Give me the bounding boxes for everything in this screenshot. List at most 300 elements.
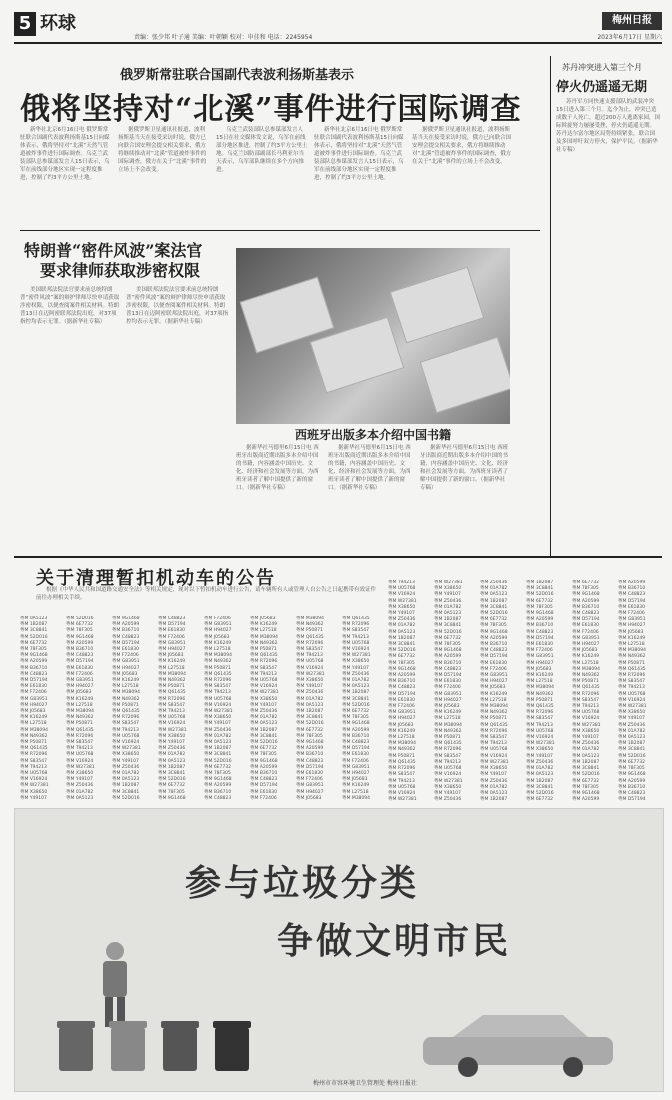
plate-column (250, 616, 294, 802)
plate-entry: 粤M 1B2087 (204, 746, 232, 752)
ad-slogan-line2: 争做文明市民 (277, 920, 512, 962)
plate-entry: 粤M D57194 (388, 691, 416, 697)
plate-entry: 粤M C48823 (618, 592, 646, 598)
plate-entry: 粤M 52D016 (388, 648, 416, 654)
plate-entry: 粤M U05768 (388, 784, 416, 790)
lead-kicker: 俄罗斯常驻联合国副代表波利扬斯基表示 (120, 68, 355, 83)
plate-entry: 粤M 9G1468 (112, 616, 140, 621)
plate-entry: 粤M U05768 (480, 747, 508, 753)
plate-entry: 粤M P50871 (572, 679, 599, 685)
plate-entry: 粤M W27381 (480, 759, 509, 765)
plate-entry: 粤M 01A782 (434, 604, 462, 610)
plate-entry: 粤M T94213 (526, 722, 553, 728)
plate-entry: 粤M T94213 (112, 727, 139, 733)
plate-entry: 粤M F72406 (618, 611, 645, 617)
plate-entry: 粤M G83951 (526, 654, 554, 660)
plate-entry: 粤M B36710 (204, 789, 232, 795)
plate-entry: 粤M X38650 (20, 789, 48, 795)
plate-entry: 粤M E61830 (20, 684, 47, 690)
plate-entry: 粤M B36710 (388, 679, 416, 685)
plate-entry: 粤M R72096 (388, 766, 416, 772)
plate-entry: 粤M H94027 (434, 697, 462, 703)
plate-entry: 粤M R72096 (572, 691, 600, 697)
plate-entry: 粤M C48823 (158, 616, 186, 621)
plate-entry: 粤M C48823 (388, 685, 416, 691)
plate-entry: 粤M F72406 (20, 690, 47, 696)
plate-entry: 粤M N49362 (388, 747, 416, 753)
plate-entry: 粤M Z50436 (158, 746, 186, 752)
plate-entry: 粤M R72096 (434, 747, 462, 753)
plate-entry: 粤M F72406 (342, 758, 369, 764)
plate-entry: 粤M 78F305 (572, 586, 599, 592)
plate-column (480, 580, 524, 804)
plate-entry: 粤M S83547 (618, 679, 645, 685)
plate-entry: 粤M 0A5123 (250, 721, 278, 727)
plate-entry: 粤M 1B2087 (526, 580, 554, 585)
plate-entry: 粤M M38094 (204, 653, 233, 659)
plate-entry: 粤M W27381 (388, 598, 417, 604)
garbage-sorting-ad (14, 808, 664, 1092)
plate-entry: 粤M J05683 (250, 616, 276, 621)
plate-entry: 粤M 6E7732 (526, 797, 553, 803)
plate-entry: 粤M T94213 (250, 671, 277, 677)
ad-sponsor: 梅州市市容环境卫生管理处 梅州日报社 (313, 1080, 417, 1087)
plate-entry: 粤M T94213 (158, 709, 185, 715)
plate-entry: 粤M Y49107 (112, 758, 139, 764)
plate-entry: 粤M Q61435 (572, 685, 600, 691)
plate-entry: 粤M M38094 (66, 709, 95, 715)
plate-entry: 粤M K16249 (526, 673, 554, 679)
plate-entry: 粤M D57194 (66, 659, 94, 665)
plate-entry: 粤M B36710 (296, 752, 324, 758)
plate-entry: 粤M P50871 (20, 740, 47, 746)
page-header (14, 10, 662, 44)
plate-entry: 粤M S83547 (204, 684, 231, 690)
plate-entry: 粤M 9G1468 (296, 740, 324, 746)
plate-entry: 粤M J05683 (66, 690, 92, 696)
plate-entry: 粤M L27518 (158, 665, 185, 671)
plate-entry: 粤M U05768 (342, 640, 370, 646)
plate-entry: 粤M W27381 (526, 741, 555, 747)
plate-entry: 粤M M38094 (250, 634, 279, 640)
plate-entry: 粤M Q61435 (434, 741, 462, 747)
plate-entry: 粤M 78F305 (66, 628, 93, 634)
plate-entry: 粤M C48823 (250, 777, 278, 783)
plate-entry: 粤M X38650 (618, 710, 646, 716)
plate-entry: 粤M S83547 (572, 697, 599, 703)
plate-entry: 粤M X38650 (250, 696, 278, 702)
plate-column (20, 616, 64, 802)
plate-entry: 粤M 0A5123 (66, 795, 94, 801)
plate-entry: 粤M 9G1468 (434, 648, 462, 654)
plate-entry: 粤M 9G1468 (342, 721, 370, 727)
plate-entry: 粤M E61830 (250, 789, 277, 795)
plate-entry: 粤M F72406 (572, 629, 599, 635)
plate-entry: 粤M P50871 (158, 684, 185, 690)
lead-body-col2: 据俄罗斯卫星通讯社报道，波利扬斯基当天在接受采访时说，俄方已向联合国安理会提交相关要求，俄方将继续推动对“北溪”管道被炸事件的国际调查，俄方在关于“北溪”事件的立场上不会改变。 (118, 127, 207, 173)
plate-entry: 粤M Y49107 (20, 795, 47, 801)
plate-entry: 粤M G83951 (434, 691, 462, 697)
plate-entry: 粤M L27518 (526, 679, 553, 685)
plate-entry: 粤M M38094 (388, 741, 417, 747)
plate-entry: 粤M V16924 (480, 753, 508, 759)
plate-entry: 粤M C48823 (434, 666, 462, 672)
section-title: 环球 (40, 13, 76, 34)
plate-entry: 粤M 6E7732 (296, 727, 323, 733)
plate-entry: 粤M G83951 (388, 710, 416, 716)
plate-entry: 粤M N49362 (204, 659, 232, 665)
plate-entry: 粤M X38650 (434, 784, 462, 790)
plate-entry: 粤M Q61435 (296, 634, 324, 640)
plate-entry: 粤M D57194 (526, 635, 554, 641)
plate-entry: 粤M E61830 (66, 665, 93, 671)
plate-entry: 粤M Y49107 (158, 740, 185, 746)
books-photo (236, 248, 510, 424)
plate-entry: 粤M J05683 (434, 704, 460, 710)
plate-entry: 粤M 52D016 (204, 758, 232, 764)
plate-list (20, 580, 660, 804)
plate-column (572, 580, 616, 804)
plate-entry: 粤M D57194 (618, 797, 646, 803)
plate-entry: 粤M S83547 (526, 716, 553, 722)
plate-entry: 粤M 6E7732 (480, 617, 507, 623)
plate-entry: 粤M V16924 (112, 740, 140, 746)
section-rule (20, 230, 540, 231)
plate-entry: 粤M 1B2087 (20, 622, 48, 628)
plate-entry: 粤M F72406 (158, 634, 185, 640)
plate-entry: 粤M F72406 (296, 777, 323, 783)
photo-body-col3: 据新华社马德里6月15日电 西班牙出版商近期出版多本介绍中国的书籍，内容涵盖中国历史、文化、经济和社会发展等方面，为西班牙读者了解中国提供了新的窗口。（据新华社专稿） (420, 445, 509, 491)
plate-entry: 粤M D57194 (20, 678, 48, 684)
plate-entry: 粤M N49362 (434, 728, 462, 734)
plate-entry: 粤M 0A5123 (618, 735, 646, 741)
plate-entry: 粤M C48823 (296, 758, 324, 764)
plate-entry: 粤M R72096 (20, 752, 48, 758)
plate-entry: 粤M J05683 (388, 722, 414, 728)
plate-entry: 粤M 52D016 (66, 616, 94, 621)
plate-entry: 粤M T94213 (572, 704, 599, 710)
plate-entry: 粤M C48823 (342, 740, 370, 746)
plate-entry: 粤M 6E7732 (250, 746, 277, 752)
column-divider (550, 56, 551, 556)
plate-entry: 粤M J05683 (296, 795, 322, 801)
plate-entry: 粤M T94213 (618, 685, 645, 691)
plate-entry: 粤M M38094 (526, 685, 555, 691)
plate-entry: 粤M A20599 (204, 783, 232, 789)
plate-entry: 粤M U05768 (158, 715, 186, 721)
plate-entry: 粤M U05768 (112, 733, 140, 739)
plate-entry: 粤M 01A782 (480, 784, 508, 790)
plate-entry: 粤M 9G1468 (20, 653, 48, 659)
plate-entry: 粤M Z50436 (296, 690, 324, 696)
plate-entry: 粤M H94027 (526, 660, 554, 666)
plate-entry: 粤M 78F305 (342, 715, 369, 721)
plate-entry: 粤M W27381 (342, 653, 371, 659)
second-headline-line2: 要求律师获取涉密权限 (40, 261, 201, 280)
recyclable-bin-icon (59, 1027, 93, 1071)
plate-entry: 粤M F72406 (204, 616, 231, 621)
plate-entry: 粤M 52D016 (20, 634, 48, 640)
plate-entry: 粤M D57194 (342, 746, 370, 752)
plate-entry: 粤M L27518 (66, 702, 93, 708)
plate-entry: 粤M J05683 (572, 648, 598, 654)
plate-entry: 粤M G83951 (342, 764, 370, 770)
plate-column (434, 580, 478, 804)
plate-entry: 粤M 6E7732 (434, 635, 461, 641)
plate-entry: 粤M L27518 (480, 697, 507, 703)
plate-entry: 粤M 3C8841 (480, 604, 508, 610)
plate-entry: 粤M L27518 (20, 721, 47, 727)
plate-entry: 粤M N49362 (572, 673, 600, 679)
plate-entry: 粤M E61830 (158, 628, 185, 634)
sidebar-kicker: 苏丹冲突进入第三个月 (562, 63, 642, 72)
lead-body-col3: 乌克兰武装部队总参谋部发言人15日在社交媒体发文说，乌军在前线部分地区推进，控制了约3平方公里土地。乌克兰国防部副部长马利亚尔当天表示，乌军部队继续在多个方向推进。 (216, 127, 308, 173)
plate-entry: 粤M 6E7732 (158, 783, 185, 789)
plate-entry: 粤M 6E7732 (526, 598, 553, 604)
plate-entry: 粤M H94027 (296, 789, 324, 795)
plate-entry: 粤M V16924 (434, 772, 462, 778)
plate-entry: 粤M A20599 (618, 580, 646, 585)
plate-entry: 粤M M38094 (158, 671, 187, 677)
issue-date: 2023年6月17日 星期六 (597, 34, 662, 41)
plate-entry: 粤M C48823 (572, 611, 600, 617)
plate-entry: 粤M 3C8841 (20, 628, 48, 634)
plate-entry: 粤M Y49107 (618, 716, 645, 722)
plate-entry: 粤M B36710 (526, 623, 554, 629)
plate-entry: 粤M L27518 (572, 660, 599, 666)
plate-entry: 粤M X38650 (342, 659, 370, 665)
plate-entry: 粤M 1B2087 (434, 617, 462, 623)
plate-entry: 粤M 9G1468 (480, 629, 508, 635)
plate-entry: 粤M D57194 (480, 654, 508, 660)
plate-entry: 粤M X38650 (480, 766, 508, 772)
plate-entry: 粤M V16924 (388, 790, 416, 796)
plate-entry: 粤M G83951 (66, 678, 94, 684)
plate-entry: 粤M N49362 (158, 678, 186, 684)
plate-entry: 粤M R72096 (250, 659, 278, 665)
plate-entry: 粤M F72406 (526, 648, 553, 654)
plate-entry: 粤M 01A782 (618, 728, 646, 734)
plate-entry: 粤M T94213 (342, 634, 369, 640)
plate-entry: 粤M 78F305 (250, 752, 277, 758)
plate-entry: 粤M F72406 (434, 685, 461, 691)
plate-entry: 粤M 1B2087 (296, 709, 324, 715)
plate-entry: 粤M C48823 (618, 790, 646, 796)
plate-entry: 粤M 78F305 (618, 766, 645, 772)
plate-entry: 粤M B36710 (618, 784, 646, 790)
plate-entry: 粤M K16249 (434, 710, 462, 716)
plate-entry: 粤M 3C8841 (158, 771, 186, 777)
plate-entry: 粤M L27518 (388, 735, 415, 741)
sidebar-headline: 停火仍遥遥无期 (556, 80, 648, 95)
plate-column (342, 616, 386, 802)
plate-entry: 粤M 1B2087 (250, 727, 278, 733)
plate-entry: 粤M N49362 (112, 696, 140, 702)
plate-entry: 粤M 9G1468 (618, 772, 646, 778)
plate-entry: 粤M E61830 (480, 660, 507, 666)
plate-entry: 粤M D57194 (296, 764, 324, 770)
plate-entry: 粤M S83547 (20, 758, 47, 764)
plate-entry: 粤M R72096 (526, 710, 554, 716)
plate-entry: 粤M S83547 (388, 772, 415, 778)
plate-entry: 粤M Y49107 (250, 702, 277, 708)
plate-entry: 粤M 0A5123 (480, 592, 508, 598)
plate-entry: 粤M 78F305 (204, 771, 231, 777)
plate-entry: 粤M P50871 (112, 702, 139, 708)
plate-entry: 粤M W27381 (158, 727, 187, 733)
plate-entry: 粤M H94027 (158, 647, 186, 653)
lead-body-col1: 新华社北京6月16日电 俄罗斯常驻联合国副代表波利扬斯基15日向媒体表示，俄将坚持对“北溪”天然气管道被炸事件进行国际调查。乌克兰武装部队总参谋部发言人15日表示，乌军在前线部分地区实现一定程度推进，控制了约3平方公里土地。 (20, 127, 110, 181)
plate-entry: 粤M K16249 (20, 715, 48, 721)
plate-entry: 粤M C48823 (204, 795, 232, 801)
plate-entry: 粤M V16924 (296, 665, 324, 671)
plate-entry: 粤M 52D016 (480, 611, 508, 617)
plate-entry: 粤M 3C8841 (342, 696, 370, 702)
plate-entry: 粤M Y49107 (342, 665, 369, 671)
plate-entry: 粤M 52D016 (158, 777, 186, 783)
plate-entry: 粤M K16249 (66, 696, 94, 702)
plate-entry: 粤M 0A5123 (20, 616, 48, 621)
plate-entry: 粤M 9G1468 (526, 611, 554, 617)
plate-entry: 粤M R72096 (296, 640, 324, 646)
plate-entry: 粤M S83547 (250, 665, 277, 671)
plate-entry: 粤M V16924 (66, 758, 94, 764)
plate-entry: 粤M Q61435 (526, 704, 554, 710)
plate-entry: 粤M E61830 (112, 647, 139, 653)
plate-entry: 粤M G83951 (112, 659, 140, 665)
plate-column (204, 616, 248, 802)
plate-entry: 粤M G83951 (572, 635, 600, 641)
plate-entry: 粤M A20599 (618, 778, 646, 784)
plate-entry: 粤M E61830 (296, 771, 323, 777)
plate-entry: 粤M S83547 (158, 702, 185, 708)
plate-entry: 粤M Z50436 (480, 778, 508, 784)
plate-entry: 粤M X38650 (204, 715, 232, 721)
plate-entry: 粤M 78F305 (158, 789, 185, 795)
plate-entry: 粤M X38650 (112, 752, 140, 758)
plate-entry: 粤M G83951 (480, 673, 508, 679)
plate-entry: 粤M P50871 (388, 753, 415, 759)
plate-entry: 粤M Z50436 (250, 709, 278, 715)
plate-entry: 粤M 6E7732 (572, 778, 599, 784)
plate-entry: 粤M E61830 (342, 752, 369, 758)
hazardous-bin-icon (163, 1027, 197, 1071)
plate-entry: 粤M M38094 (20, 727, 49, 733)
plate-entry: 粤M 52D016 (572, 772, 600, 778)
lead-body-col5: 据俄罗斯卫星通讯社报道，波利扬斯基当天在接受采访时说，俄方已向联合国安理会提交相关要求，俄方将继续推动对“北溪”管道被炸事件的国际调查，俄方在关于“北溪”事件的立场上不会改变。 (412, 127, 512, 165)
plate-entry: 粤M P50871 (480, 716, 507, 722)
plate-entry: 粤M H94027 (20, 702, 48, 708)
plate-entry: 粤M R72096 (158, 696, 186, 702)
plate-entry: 粤M N49362 (296, 622, 324, 628)
plate-column (526, 580, 570, 804)
plate-entry: 粤M V16924 (572, 716, 600, 722)
plate-entry: 粤M 0A5123 (526, 772, 554, 778)
plate-entry: 粤M 78F305 (20, 647, 47, 653)
plate-entry: 粤M M38094 (296, 616, 325, 621)
plate-entry: 粤M F72406 (66, 671, 93, 677)
plate-entry: 粤M 0A5123 (296, 702, 324, 708)
plate-entry: 粤M J05683 (480, 685, 506, 691)
plate-entry: 粤M Z50436 (526, 759, 554, 765)
plate-entry: 粤M Z50436 (618, 722, 646, 728)
plate-column (158, 616, 202, 802)
plate-entry: 粤M 0A5123 (434, 611, 462, 617)
plate-entry: 粤M 01A782 (526, 766, 554, 772)
plate-entry: 粤M 52D016 (112, 795, 140, 801)
plate-column (296, 616, 340, 802)
plate-entry: 粤M U05768 (526, 728, 554, 734)
plate-entry: 粤M 0A5123 (388, 629, 416, 635)
plate-entry: 粤M G83951 (618, 617, 646, 623)
plate-entry: 粤M Y49107 (572, 735, 599, 741)
plate-column (388, 580, 432, 804)
plate-entry: 粤M R72096 (112, 715, 140, 721)
photo-caption: 西班牙出版多本介绍中国书籍 (294, 428, 451, 442)
second-headline-line1: 特朗普“密件风波”案法官 (24, 241, 203, 260)
plate-entry: 粤M 0A5123 (342, 684, 370, 690)
plate-entry: 粤M 01A782 (204, 733, 232, 739)
plate-entry: 粤M Y49107 (66, 777, 93, 783)
plate-entry: 粤M U05768 (618, 691, 646, 697)
plate-entry: 粤M 0A5123 (204, 740, 232, 746)
plate-entry: 粤M X38650 (572, 728, 600, 734)
plate-entry: 粤M D57194 (572, 617, 600, 623)
plate-entry: 粤M L27518 (112, 684, 139, 690)
plate-entry: 粤M S83547 (342, 628, 369, 634)
plate-entry: 粤M W27381 (572, 722, 601, 728)
plate-entry: 粤M 3C8841 (204, 752, 232, 758)
plate-entry: 粤M 3C8841 (526, 784, 554, 790)
plate-entry: 粤M K16249 (204, 640, 232, 646)
plate-entry: 粤M N49362 (526, 691, 554, 697)
plate-entry: 粤M W27381 (296, 671, 325, 677)
sidebar-body: 苏丹军方同快速支援部队的武装冲突15日进入第三个月。迄今为止，冲突已造成数千人死亡，超过200万人逃离家园，国际斡旋努力屡屡受挫，停火仍遥遥无期。苏丹达尔富尔地区局势持续紧张，联合国及多国呼吁双方停火，保护平民。（据新华社专稿） (556, 99, 660, 153)
plate-entry: 粤M 0A5123 (480, 790, 508, 796)
plate-entry: 粤M H94027 (342, 771, 370, 777)
plate-entry: 粤M L27518 (250, 628, 277, 634)
plate-entry: 粤M C48823 (66, 653, 94, 659)
plate-entry: 粤M H94027 (204, 628, 232, 634)
plate-entry: 粤M T94213 (434, 759, 461, 765)
plate-entry: 粤M 52D016 (618, 753, 646, 759)
plate-entry: 粤M Y49107 (204, 721, 231, 727)
plate-entry: 粤M T94213 (296, 653, 323, 659)
editor-credits: 责编：张少邦 叶子通 美编：叶朝颖 校对：申佳和 电话：2245954 (134, 34, 313, 41)
plate-entry: 粤M R72096 (618, 673, 646, 679)
plate-entry: 粤M 6E7732 (618, 759, 645, 765)
plate-entry: 粤M D57194 (112, 640, 140, 646)
plate-entry: 粤M K16249 (250, 622, 278, 628)
lead-headline: 俄将坚持对“北溪”事件进行国际调查 (20, 92, 522, 127)
notice-top-rule (14, 556, 662, 558)
plate-entry: 粤M Z50436 (480, 580, 508, 585)
plate-entry: 粤M X38650 (526, 747, 554, 753)
photo-body-col1: 据新华社马德里6月15日电 西班牙出版商近期出版多本介绍中国的书籍，内容涵盖中国历史、文化、经济和社会发展等方面，为西班牙读者了解中国提供了新的窗口。（据新华社专稿） (236, 445, 319, 491)
lead-body-col4: 新华社北京6月16日电 俄罗斯常驻联合国副代表波利扬斯基15日向媒体表示，俄将坚持对“北溪”天然气管道被炸事件进行国际调查。乌克兰武装部队总参谋部发言人15日表示，乌军在前线部分地区实现一定程度推进，控制了约3平方公里土地。 (314, 127, 404, 181)
plate-entry: 粤M 1B2087 (342, 690, 370, 696)
page-number: 5 (14, 12, 36, 36)
plate-entry: 粤M M38094 (434, 722, 463, 728)
plate-entry: 粤M A20599 (526, 617, 554, 623)
plate-entry: 粤M 1B2087 (480, 797, 508, 803)
plate-entry: 粤M M38094 (112, 690, 141, 696)
plate-entry: 粤M 52D016 (250, 740, 278, 746)
plate-entry: 粤M P50871 (296, 628, 323, 634)
plate-entry: 粤M B36710 (342, 733, 370, 739)
other-waste-bin-icon (215, 1027, 249, 1071)
book-image (420, 337, 510, 414)
